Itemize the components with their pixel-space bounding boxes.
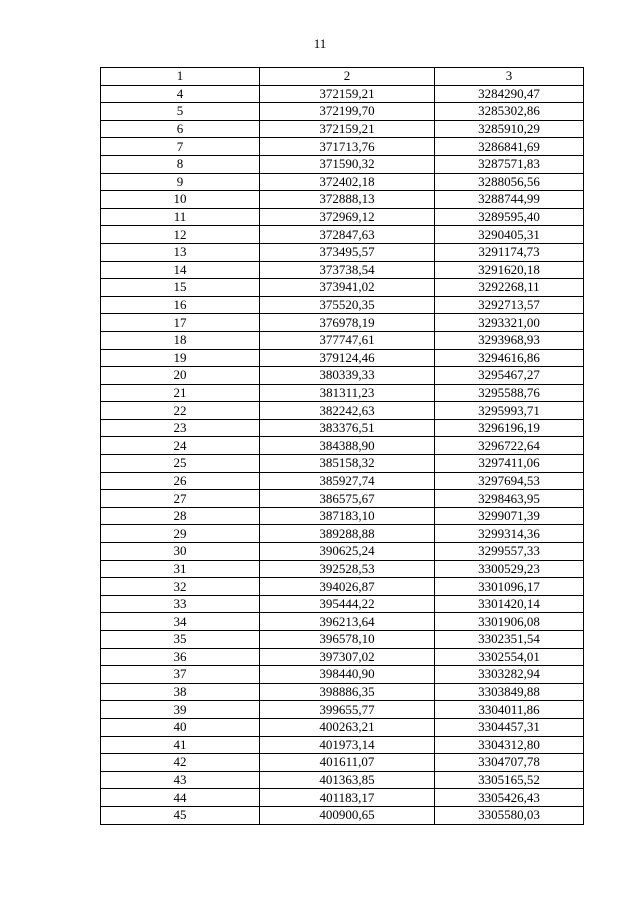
table-row	[101, 578, 584, 596]
point-number-cell: 13	[101, 243, 260, 261]
table-row	[101, 384, 584, 402]
x-coordinate-cell: 387183,10	[260, 507, 435, 525]
x-coordinate-cell: 396578,10	[260, 631, 435, 649]
y-coordinate-cell: 3285910,29	[435, 120, 584, 138]
point-number-cell: 8	[101, 155, 260, 173]
x-coordinate-cell: 373941,02	[260, 279, 435, 297]
table-row	[101, 85, 584, 103]
table-row	[101, 771, 584, 789]
table-row	[101, 507, 584, 525]
x-coordinate-cell: 372969,12	[260, 208, 435, 226]
y-coordinate-cell: 3297411,06	[435, 455, 584, 473]
x-coordinate-cell: 372888,13	[260, 191, 435, 209]
table-row	[101, 331, 584, 349]
x-coordinate-cell: 399655,77	[260, 701, 435, 719]
x-coordinate-cell: 371590,32	[260, 155, 435, 173]
point-number-cell: 21	[101, 384, 260, 402]
x-coordinate-cell: 400900,65	[260, 806, 435, 824]
point-number-cell: 9	[101, 173, 260, 191]
coordinates-table	[100, 67, 584, 825]
point-number-cell: 28	[101, 507, 260, 525]
y-coordinate-cell: 3305580,03	[435, 806, 584, 824]
y-coordinate-cell: 3293968,93	[435, 331, 584, 349]
point-number-cell: 38	[101, 683, 260, 701]
y-coordinate-cell: 3301096,17	[435, 578, 584, 596]
y-coordinate-cell: 3304312,80	[435, 736, 584, 754]
y-coordinate-cell: 3287571,83	[435, 155, 584, 173]
point-number-cell: 33	[101, 595, 260, 613]
point-number-cell: 37	[101, 666, 260, 684]
x-coordinate-cell: 372159,21	[260, 120, 435, 138]
point-number-cell: 34	[101, 613, 260, 631]
y-coordinate-cell: 3299557,33	[435, 543, 584, 561]
table-row	[101, 367, 584, 385]
y-coordinate-cell: 3303282,94	[435, 666, 584, 684]
y-coordinate-cell: 3304011,86	[435, 701, 584, 719]
y-coordinate-cell: 3294616,86	[435, 349, 584, 367]
x-coordinate-cell: 401183,17	[260, 789, 435, 807]
table-row	[101, 419, 584, 437]
y-coordinate-cell: 3296196,19	[435, 419, 584, 437]
point-number-cell: 5	[101, 103, 260, 121]
y-coordinate-cell: 3301420,14	[435, 595, 584, 613]
y-coordinate-cell: 3291620,18	[435, 261, 584, 279]
point-number-cell: 43	[101, 771, 260, 789]
point-number-cell: 26	[101, 472, 260, 490]
x-coordinate-cell: 385158,32	[260, 455, 435, 473]
table-row	[101, 472, 584, 490]
x-coordinate-cell: 401973,14	[260, 736, 435, 754]
table-row	[101, 226, 584, 244]
y-coordinate-cell: 3302351,54	[435, 631, 584, 649]
x-coordinate-cell: 379124,46	[260, 349, 435, 367]
y-coordinate-cell: 3300529,23	[435, 560, 584, 578]
table-row	[101, 490, 584, 508]
point-number-cell: 42	[101, 754, 260, 772]
point-number-cell: 23	[101, 419, 260, 437]
table-row	[101, 613, 584, 631]
point-number-cell: 44	[101, 789, 260, 807]
x-coordinate-cell: 372402,18	[260, 173, 435, 191]
x-coordinate-cell: 398440,90	[260, 666, 435, 684]
y-coordinate-cell: 3302554,01	[435, 648, 584, 666]
table-row	[101, 173, 584, 191]
y-coordinate-cell: 3304457,31	[435, 718, 584, 736]
table-row	[101, 789, 584, 807]
y-coordinate-cell: 3305165,52	[435, 771, 584, 789]
y-coordinate-cell: 3304707,78	[435, 754, 584, 772]
point-number-cell: 32	[101, 578, 260, 596]
table-row	[101, 631, 584, 649]
point-number-cell: 14	[101, 261, 260, 279]
x-coordinate-cell: 372199,70	[260, 103, 435, 121]
y-coordinate-cell: 3285302,86	[435, 103, 584, 121]
table-row	[101, 701, 584, 719]
y-coordinate-cell: 3295467,27	[435, 367, 584, 385]
table-row	[101, 279, 584, 297]
y-coordinate-cell: 3299071,39	[435, 507, 584, 525]
point-number-cell: 29	[101, 525, 260, 543]
y-coordinate-cell: 3295993,71	[435, 402, 584, 420]
y-coordinate-cell: 3290405,31	[435, 226, 584, 244]
header-cell-2: 2	[260, 68, 435, 86]
x-coordinate-cell: 398886,35	[260, 683, 435, 701]
table-row	[101, 243, 584, 261]
x-coordinate-cell: 385927,74	[260, 472, 435, 490]
point-number-cell: 19	[101, 349, 260, 367]
y-coordinate-cell: 3286841,69	[435, 138, 584, 156]
table-row	[101, 349, 584, 367]
x-coordinate-cell: 372847,63	[260, 226, 435, 244]
x-coordinate-cell: 373495,57	[260, 243, 435, 261]
y-coordinate-cell: 3305426,43	[435, 789, 584, 807]
table-row	[101, 455, 584, 473]
x-coordinate-cell: 384388,90	[260, 437, 435, 455]
table-row	[101, 754, 584, 772]
x-coordinate-cell: 400263,21	[260, 718, 435, 736]
x-coordinate-cell: 375520,35	[260, 296, 435, 314]
point-number-cell: 16	[101, 296, 260, 314]
point-number-cell: 12	[101, 226, 260, 244]
table-row	[101, 103, 584, 121]
y-coordinate-cell: 3289595,40	[435, 208, 584, 226]
point-number-cell: 35	[101, 631, 260, 649]
x-coordinate-cell: 396213,64	[260, 613, 435, 631]
y-coordinate-cell: 3299314,36	[435, 525, 584, 543]
point-number-cell: 6	[101, 120, 260, 138]
point-number-cell: 25	[101, 455, 260, 473]
x-coordinate-cell: 390625,24	[260, 543, 435, 561]
point-number-cell: 11	[101, 208, 260, 226]
x-coordinate-cell: 389288,88	[260, 525, 435, 543]
point-number-cell: 7	[101, 138, 260, 156]
point-number-cell: 36	[101, 648, 260, 666]
table-row	[101, 296, 584, 314]
point-number-cell: 17	[101, 314, 260, 332]
table-row	[101, 718, 584, 736]
table-row	[101, 138, 584, 156]
y-coordinate-cell: 3288744,99	[435, 191, 584, 209]
y-coordinate-cell: 3292268,11	[435, 279, 584, 297]
point-number-cell: 4	[101, 85, 260, 103]
x-coordinate-cell: 382242,63	[260, 402, 435, 420]
y-coordinate-cell: 3301906,08	[435, 613, 584, 631]
point-number-cell: 27	[101, 490, 260, 508]
table-row	[101, 314, 584, 332]
y-coordinate-cell: 3291174,73	[435, 243, 584, 261]
table-row	[101, 525, 584, 543]
table-row	[101, 648, 584, 666]
point-number-cell: 40	[101, 718, 260, 736]
page-number: 11	[313, 36, 327, 51]
y-coordinate-cell: 3298463,95	[435, 490, 584, 508]
point-number-cell: 39	[101, 701, 260, 719]
table-row	[101, 191, 584, 209]
table-row	[101, 683, 584, 701]
header-cell-1: 1	[101, 68, 260, 86]
x-coordinate-cell: 395444,22	[260, 595, 435, 613]
table-row	[101, 666, 584, 684]
table-body	[101, 85, 584, 824]
table-row	[101, 402, 584, 420]
table-header-row	[101, 68, 584, 86]
x-coordinate-cell: 397307,02	[260, 648, 435, 666]
table-row	[101, 155, 584, 173]
point-number-cell: 10	[101, 191, 260, 209]
table-row	[101, 595, 584, 613]
table-row	[101, 560, 584, 578]
y-coordinate-cell: 3293321,00	[435, 314, 584, 332]
x-coordinate-cell: 373738,54	[260, 261, 435, 279]
point-number-cell: 18	[101, 331, 260, 349]
x-coordinate-cell: 386575,67	[260, 490, 435, 508]
point-number-cell: 45	[101, 806, 260, 824]
table-row	[101, 261, 584, 279]
x-coordinate-cell: 401363,85	[260, 771, 435, 789]
y-coordinate-cell: 3284290,47	[435, 85, 584, 103]
header-cell-3: 3	[435, 68, 584, 86]
x-coordinate-cell: 371713,76	[260, 138, 435, 156]
point-number-cell: 41	[101, 736, 260, 754]
y-coordinate-cell: 3303849,88	[435, 683, 584, 701]
x-coordinate-cell: 394026,87	[260, 578, 435, 596]
point-number-cell: 31	[101, 560, 260, 578]
y-coordinate-cell: 3296722,64	[435, 437, 584, 455]
y-coordinate-cell: 3295588,76	[435, 384, 584, 402]
point-number-cell: 24	[101, 437, 260, 455]
y-coordinate-cell: 3297694,53	[435, 472, 584, 490]
x-coordinate-cell: 392528,53	[260, 560, 435, 578]
x-coordinate-cell: 377747,61	[260, 331, 435, 349]
table-row	[101, 543, 584, 561]
table-row	[101, 437, 584, 455]
x-coordinate-cell: 376978,19	[260, 314, 435, 332]
table-row	[101, 806, 584, 824]
table-row	[101, 736, 584, 754]
point-number-cell: 20	[101, 367, 260, 385]
point-number-cell: 30	[101, 543, 260, 561]
point-number-cell: 15	[101, 279, 260, 297]
table-row	[101, 208, 584, 226]
y-coordinate-cell: 3292713,57	[435, 296, 584, 314]
x-coordinate-cell: 401611,07	[260, 754, 435, 772]
x-coordinate-cell: 372159,21	[260, 85, 435, 103]
x-coordinate-cell: 383376,51	[260, 419, 435, 437]
point-number-cell: 22	[101, 402, 260, 420]
table-row	[101, 120, 584, 138]
x-coordinate-cell: 380339,33	[260, 367, 435, 385]
y-coordinate-cell: 3288056,56	[435, 173, 584, 191]
x-coordinate-cell: 381311,23	[260, 384, 435, 402]
